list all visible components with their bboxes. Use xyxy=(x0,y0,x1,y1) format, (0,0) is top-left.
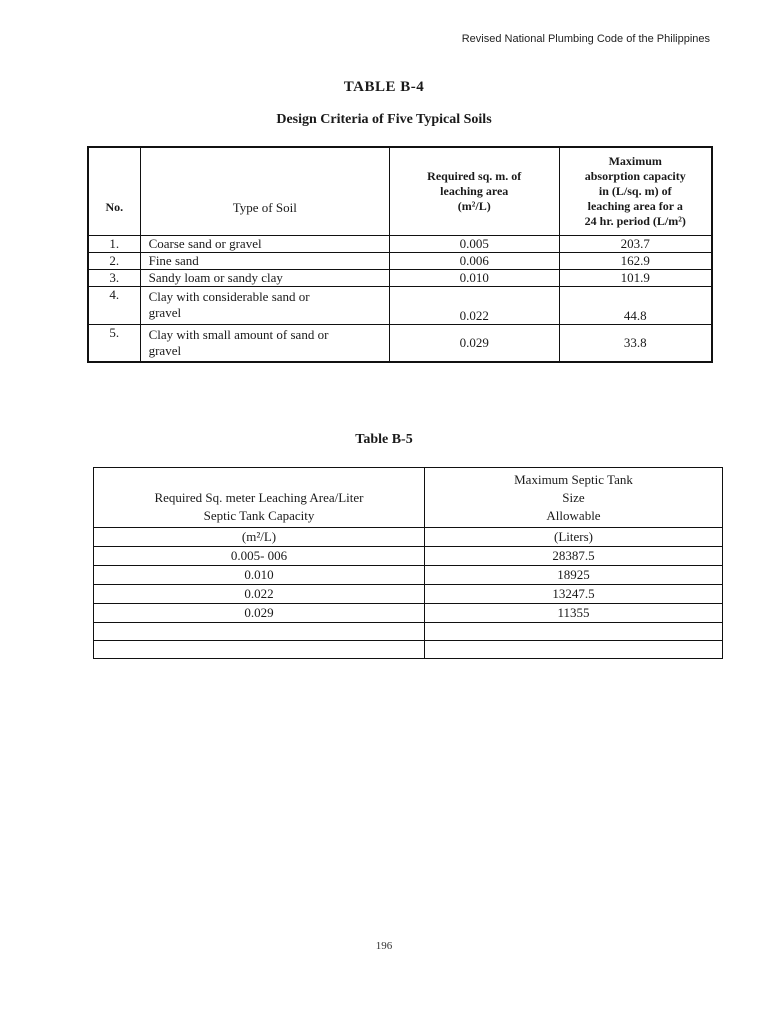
col-header-area-line: leaching area xyxy=(440,183,509,198)
cell-soil-type: Sandy loam or sandy clay xyxy=(140,269,389,286)
cell-leaching-area: 0.006 xyxy=(389,252,559,269)
col-header-type-of-soil: Type of Soil xyxy=(140,147,389,235)
cell-absorption: 203.7 xyxy=(559,235,712,252)
col-header-no: No. xyxy=(88,147,140,235)
col-header-left-line: Septic Tank Capacity xyxy=(203,508,315,523)
cell-soil-type: Fine sand xyxy=(140,252,389,269)
unit-right: (Liters) xyxy=(425,528,723,547)
cell-tank-size xyxy=(425,623,723,641)
cell-leaching-area: 0.010 xyxy=(389,269,559,286)
col-header-leaching-area xyxy=(389,147,559,235)
cell-leaching-area xyxy=(94,641,425,659)
cell-absorption: 44.8 xyxy=(559,286,712,324)
table-row xyxy=(94,585,723,604)
cell-absorption: 162.9 xyxy=(559,252,712,269)
col-header-area-line: (m²/L) xyxy=(457,198,491,213)
col-header-right-line: Maximum Septic Tank xyxy=(514,472,633,487)
table-b4-subtitle: Design Criteria of Five Typical Soils xyxy=(276,112,492,127)
table-b5-header-row xyxy=(94,468,723,528)
cell-no: 2. xyxy=(88,252,140,269)
cell-leaching-area: 0.029 xyxy=(389,324,559,362)
table-row xyxy=(94,547,723,566)
cell-leaching-area: 0.005 xyxy=(389,235,559,252)
col-header-leaching-area-per-liter xyxy=(94,468,425,528)
cell-no: 4. xyxy=(88,286,140,324)
cell-no: 3. xyxy=(88,269,140,286)
soil-type-line: Clay with small amount of sand or xyxy=(148,326,329,342)
table-row xyxy=(88,235,712,252)
cell-no: 5. xyxy=(88,324,140,362)
col-header-abs-line: Maximum xyxy=(608,153,662,168)
table-b5 xyxy=(93,467,723,659)
table-row xyxy=(88,252,712,269)
cell-absorption: 33.8 xyxy=(559,324,712,362)
col-header-absorption-capacity xyxy=(559,147,712,235)
page-number: 196 xyxy=(375,940,393,952)
table-row xyxy=(88,286,712,324)
cell-leaching-area xyxy=(94,623,425,641)
col-header-left-line: Required Sq. meter Leaching Area/Liter xyxy=(154,490,364,505)
soil-type-line: Clay with considerable sand or xyxy=(148,289,310,304)
soil-type-line: gravel xyxy=(148,305,182,320)
col-header-right-line: Allowable xyxy=(546,508,601,523)
cell-tank-size: 28387.5 xyxy=(425,547,723,566)
running-header: Revised National Plumbing Code of the Philippines xyxy=(461,33,710,45)
col-header-abs-line: absorption capacity xyxy=(584,168,686,183)
col-header-abs-line: 24 hr. period (L/m²) xyxy=(584,213,686,228)
table-row xyxy=(88,269,712,286)
table-b4-header-row xyxy=(88,147,712,235)
col-header-max-septic-tank-size xyxy=(425,468,723,528)
unit-left: (m²/L) xyxy=(94,528,425,547)
table-b5-title: Table B-5 xyxy=(355,432,413,447)
cell-tank-size: 18925 xyxy=(425,566,723,585)
table-b5-unit-row xyxy=(94,528,723,547)
cell-tank-size xyxy=(425,641,723,659)
cell-absorption: 101.9 xyxy=(559,269,712,286)
cell-leaching-area: 0.010 xyxy=(94,566,425,585)
cell-leaching-area: 0.005- 006 xyxy=(94,547,425,566)
cell-soil-type: Coarse sand or gravel xyxy=(140,235,389,252)
cell-tank-size: 11355 xyxy=(425,604,723,623)
table-row xyxy=(94,604,723,623)
cell-leaching-area: 0.029 xyxy=(94,604,425,623)
cell-no: 1. xyxy=(88,235,140,252)
table-row xyxy=(88,324,712,362)
table-row xyxy=(94,623,723,641)
table-row xyxy=(94,641,723,659)
soil-type-line: gravel xyxy=(148,342,182,358)
cell-tank-size: 13247.5 xyxy=(425,585,723,604)
table-b4-title: TABLE B-4 xyxy=(343,79,425,95)
cell-soil-type xyxy=(140,324,389,362)
cell-soil-type xyxy=(140,286,389,324)
col-header-abs-line: leaching area for a xyxy=(587,198,683,213)
table-b4 xyxy=(87,146,713,363)
col-header-abs-line: in (L/sq. m) of xyxy=(598,183,672,198)
cell-leaching-area: 0.022 xyxy=(94,585,425,604)
table-row xyxy=(94,566,723,585)
col-header-area-line: Required sq. m. of xyxy=(427,168,522,183)
col-header-right-line: Size xyxy=(562,490,585,505)
cell-leaching-area: 0.022 xyxy=(389,286,559,324)
